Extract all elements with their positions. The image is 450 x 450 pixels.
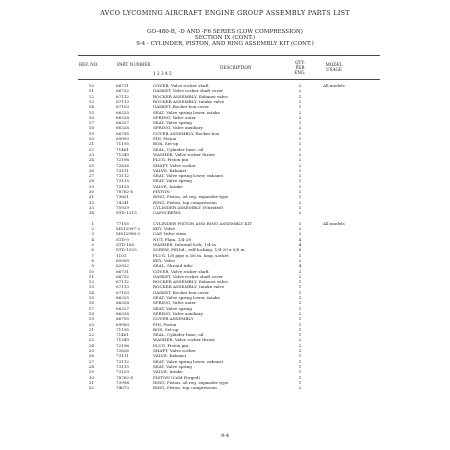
- part-number: 69950: [116, 321, 130, 327]
- quantity-per-engine: 2: [298, 199, 302, 205]
- ref-number: 30: [88, 189, 94, 194]
- ref-number: 12: [88, 93, 94, 99]
- part-number: 62922: [116, 263, 130, 269]
- ref-number: 25: [88, 162, 94, 168]
- ref-number: 28: [88, 178, 94, 184]
- ref-number: 11: [88, 273, 94, 279]
- part-number: 73129: [116, 183, 130, 189]
- quantity-per-engine: 2: [298, 157, 302, 163]
- ref-number: 25: [88, 348, 94, 353]
- part-number: 60009: [116, 257, 130, 263]
- quantity-per-engine: 1: [298, 104, 302, 110]
- series-heading: GO-480-B, -D AND -F6 SERIES (LOW COMPRESSION): [147, 29, 303, 35]
- part-description: SEAT, Valve spring: [153, 363, 192, 369]
- ref-number: 2: [91, 226, 94, 232]
- part-description: COVER, Valve rocker shaft: [153, 83, 209, 88]
- quantity-per-engine: 1: [298, 136, 302, 141]
- part-description: ROCKER ASSEMBLY, Intake valve: [153, 98, 225, 104]
- part-description: WASHER, Valve rocker thrust: [153, 337, 215, 343]
- ref-number: 31: [88, 379, 94, 385]
- quantity-per-engine: 1: [298, 316, 302, 322]
- part-description: NUT, Plain, 1/4-28: [153, 236, 191, 242]
- quantity-per-engine: 2: [298, 337, 302, 343]
- part-description: SCREW, Fill.hd., self-locking, 1/4-20 x 5/8 in.: [153, 247, 246, 253]
- part-number: MS12998-3: [116, 231, 141, 237]
- part-description: VALVE, Intake: [153, 183, 183, 189]
- part-number: 66325: [116, 109, 130, 115]
- quantity-per-engine: 4: [298, 236, 302, 242]
- part-number: 71461: [116, 146, 130, 152]
- part-number: 71461: [116, 332, 130, 338]
- ref-number: 22: [88, 332, 94, 338]
- part-description: RING, Piston, oil reg. expander type: [153, 379, 229, 385]
- part-description: SPRING, Valve auxiliary: [153, 125, 203, 131]
- part-number: 73111: [116, 353, 130, 359]
- part-number: 67103: [116, 289, 130, 295]
- quantity-per-engine: 1: [298, 93, 302, 99]
- part-number: 67103: [116, 104, 130, 110]
- part-description: COVER, Valve rocker shaft: [153, 268, 209, 274]
- quantity-per-engine: 1: [298, 379, 302, 385]
- ref-number: 13: [88, 284, 94, 290]
- part-number: 66795: [116, 316, 130, 322]
- quantity-per-engine: 1: [298, 321, 302, 327]
- quantity-per-engine: 1: [298, 358, 302, 364]
- ref-number: 32: [88, 385, 94, 391]
- quantity-per-engine: 1: [298, 374, 302, 380]
- quantity-per-engine: 1: [298, 284, 302, 290]
- part-number: 73129: [116, 369, 130, 375]
- quantity-per-engine: 1: [298, 204, 302, 210]
- ref-number: 6: [91, 247, 94, 253]
- part-description: RING, Piston, top compression: [153, 199, 217, 205]
- part-description: SEAT, Valve spring: [153, 305, 192, 311]
- quantity-per-engine: 2: [298, 385, 302, 391]
- ref-number: 21: [88, 141, 94, 147]
- ref-number: 12: [88, 279, 94, 285]
- header-top-rule: [78, 55, 380, 56]
- part-description: SHAFT, Valve rocker: [153, 162, 196, 168]
- ref-number: 31: [88, 194, 94, 200]
- part-number: 73998: [116, 379, 130, 385]
- part-description: SEAT, Valve spring lower, exhaust: [153, 173, 224, 179]
- part-description: SEAL, Shroud tube: [153, 263, 193, 269]
- part-number: 72626: [116, 162, 130, 168]
- ref-number: 23: [88, 151, 94, 157]
- quantity-per-engine: 1: [298, 220, 302, 226]
- ref-number: 13: [88, 98, 94, 104]
- quantity-per-engine: 1: [298, 120, 302, 126]
- part-description: SEAL, Cylinder base, oil: [153, 332, 204, 338]
- part-description: GASKET, Valve rocker shaft cover: [153, 88, 224, 94]
- ref-number: 16: [88, 114, 94, 120]
- ref-number: 26: [88, 167, 94, 173]
- part-description: SEAT, Valve spring: [153, 120, 192, 126]
- part-description: CYLINDER PISTON AND RING ASSEMBLY KIT: [153, 220, 253, 226]
- col-header-ref: REF. NO.: [79, 62, 99, 67]
- quantity-per-engine: 1: [298, 98, 302, 104]
- quantity-per-engine: 1: [298, 369, 302, 375]
- quantity-per-engine: 2: [298, 88, 302, 94]
- part-description: SPRING, Valve outer: [153, 114, 197, 120]
- part-description: WASHER, Internal lock, 1/4 in.: [153, 242, 218, 247]
- part-number: 66795: [116, 130, 130, 136]
- ref-number: 19: [88, 316, 94, 322]
- quantity-per-engine: 1: [298, 305, 302, 311]
- quantity-per-engine: 1: [298, 173, 302, 179]
- part-number: 66731: [116, 83, 130, 88]
- ref-number: 18: [88, 125, 94, 131]
- part-description: BOX, Set-up: [153, 141, 179, 147]
- part-description: SEAT, Valve spring lower, exhaust: [153, 358, 224, 364]
- part-description: SHAFT, Valve rocker: [153, 348, 196, 353]
- quantity-per-engine: 2: [298, 300, 302, 306]
- part-number: 66327: [116, 305, 130, 311]
- ref-number: 1: [91, 220, 94, 226]
- part-number: 72196: [116, 342, 130, 348]
- part-description: SEAT, Valve spring lower, intake: [153, 109, 220, 115]
- part-description: COVER ASSEMBLY, Rocker box: [153, 130, 220, 136]
- part-number: 72626: [116, 348, 130, 353]
- part-number: 73115: [116, 363, 130, 369]
- part-number: 66732: [116, 273, 130, 279]
- part-description: KEY, Valve: [153, 226, 175, 232]
- part-number: STD-9: [116, 236, 129, 242]
- part-description: ROCKER ASSEMBLY, Intake valve: [153, 284, 225, 290]
- part-number: 75929: [116, 204, 130, 210]
- quantity-per-engine: 1: [298, 178, 302, 184]
- col-header-level: 1 2 3 4 5: [153, 71, 172, 76]
- quantity-per-engine: 2: [298, 226, 302, 232]
- col-header-part: PART NUMBER: [117, 62, 151, 67]
- part-description: PIN, Piston: [153, 136, 177, 141]
- quantity-per-engine: 2: [298, 273, 302, 279]
- quantity-per-engine: 1: [298, 141, 302, 147]
- quantity-per-engine: 2: [298, 114, 302, 120]
- part-number: 78762-S: [116, 374, 134, 380]
- ref-number: 19: [88, 130, 94, 136]
- part-description: PISTON (Cold Forged): [153, 374, 200, 380]
- part-number: 67112: [116, 279, 130, 285]
- part-number: 71549: [116, 337, 130, 343]
- part-number: 66732: [116, 88, 130, 94]
- quantity-per-engine: 2: [298, 109, 302, 115]
- kit-subtitle: 9-4 - CYLINDER, PISTON, AND RING ASSEMBLY KIT (CONT.): [136, 41, 314, 47]
- quantity-per-engine: 2: [298, 210, 302, 216]
- part-description: SPRING, Valve outer: [153, 300, 197, 306]
- part-number: STD-160: [116, 242, 135, 247]
- ref-number: 32: [88, 199, 94, 205]
- part-description: COVER ASSEMBLY: [153, 316, 194, 322]
- part-number: 73601: [116, 194, 130, 200]
- part-number: 66325: [116, 295, 130, 300]
- quantity-per-engine: 2: [298, 310, 302, 316]
- part-description: SEAL, Cylinder base, oil: [153, 146, 204, 152]
- part-number: 67112: [116, 93, 130, 99]
- part-number: 66731: [116, 268, 130, 274]
- ref-number: 28: [88, 363, 94, 369]
- part-number: 1101: [116, 252, 127, 258]
- quantity-per-engine: 1: [298, 183, 302, 189]
- part-number: 66328: [116, 114, 130, 120]
- quantity-per-engine: 2: [298, 125, 302, 131]
- part-number: 67113: [116, 284, 130, 290]
- quantity-per-engine: 1: [298, 194, 302, 200]
- ref-number: 20: [88, 321, 94, 327]
- part-description: SEAT, Valve spring: [153, 178, 192, 184]
- quantity-per-engine: 2: [298, 257, 302, 263]
- quantity-per-engine: 1: [298, 353, 302, 359]
- ref-number: 14: [88, 104, 94, 110]
- part-description: RING, Piston, oil reg. expander type: [153, 194, 229, 200]
- table-row: [0, 385, 450, 390]
- ref-number: 3: [91, 231, 94, 237]
- ref-number: 21: [88, 326, 94, 332]
- part-description: KEY, Valve: [153, 257, 175, 263]
- part-number: 66327: [116, 120, 130, 126]
- ref-number: 4: [91, 236, 94, 242]
- ref-number: 34: [88, 210, 94, 216]
- quantity-per-engine: 2: [298, 151, 302, 157]
- part-description: PISTON: [153, 189, 170, 194]
- quantity-per-engine: 2: [298, 348, 302, 353]
- part-number: 66328: [116, 300, 130, 306]
- quantity-per-engine: 2: [298, 231, 302, 237]
- ref-number: 8: [91, 257, 94, 263]
- ref-number: 33: [88, 204, 94, 210]
- part-number: 74241: [116, 199, 130, 205]
- ref-number: 24: [88, 342, 94, 348]
- part-number: 71195: [116, 141, 130, 147]
- quantity-per-engine: 4: [298, 242, 302, 247]
- ref-number: 23: [88, 337, 94, 343]
- part-description: GASKET, Rocker box cover: [153, 104, 209, 110]
- quantity-per-engine: 1: [298, 189, 302, 194]
- header-bottom-rule: [78, 79, 380, 80]
- part-description: CYLINDER ASSEMBLY (Nitrided): [153, 204, 224, 210]
- quantity-per-engine: 2: [298, 268, 302, 274]
- part-number: 77105: [116, 220, 130, 226]
- part-number: 78762-S: [116, 189, 134, 194]
- ref-number: 26: [88, 353, 94, 359]
- ref-number: 24: [88, 157, 94, 163]
- part-number: STD-1925: [116, 247, 137, 253]
- part-description: PLUG, 1/8 pipe x 3/8 in. long, socket: [153, 252, 229, 258]
- quantity-per-engine: 1: [298, 295, 302, 300]
- model-usage: All models: [323, 220, 345, 226]
- quantity-per-engine: 1: [298, 252, 302, 258]
- ref-number: 20: [88, 136, 94, 141]
- part-description: PLUG, Piston pin: [153, 342, 189, 348]
- part-description: ROCKER ASSEMBLY, Exhaust valve: [153, 279, 228, 285]
- part-description: GASKET, Rocker box cover: [153, 289, 209, 295]
- part-number: 67113: [116, 98, 130, 104]
- quantity-per-engine: 4: [298, 263, 302, 269]
- ref-number: 27: [88, 173, 94, 179]
- model-usage: All models: [323, 83, 345, 88]
- part-description: BOX, Set-up: [153, 326, 179, 332]
- ref-number: 27: [88, 358, 94, 364]
- part-description: VALVE, Exhaust: [153, 353, 187, 359]
- part-number: 73111: [116, 167, 130, 173]
- document-title: AVCO LYCOMING AIRCRAFT ENGINE GROUP ASSEMBLY PARTS LIST: [100, 9, 350, 17]
- part-number: 72196: [116, 157, 130, 163]
- ref-number: 30: [88, 374, 94, 380]
- quantity-per-engine: 1: [298, 363, 302, 369]
- col-header-qty: QTY. PER ENG.: [294, 60, 306, 75]
- col-header-model: MODEL USAGE: [325, 62, 343, 72]
- col-header-description: DESCRIPTION: [220, 65, 252, 70]
- ref-number: 14: [88, 289, 94, 295]
- ref-number: 29: [88, 183, 94, 189]
- ref-number: 5: [91, 242, 94, 247]
- ref-number: 15: [88, 109, 94, 115]
- quantity-per-engine: 1: [298, 326, 302, 332]
- ref-number: 16: [88, 300, 94, 306]
- quantity-per-engine: 2: [298, 83, 302, 88]
- page-number: 9-4: [220, 433, 230, 439]
- ref-number: 9: [91, 263, 94, 269]
- part-description: PIN, Piston: [153, 321, 177, 327]
- quantity-per-engine: 2: [298, 162, 302, 168]
- quantity-per-engine: 1: [298, 332, 302, 338]
- part-number: MS12997-3: [116, 226, 141, 232]
- quantity-per-engine: 1: [298, 289, 302, 295]
- part-number: 73115: [116, 178, 130, 184]
- ref-number: 18: [88, 310, 94, 316]
- quantity-per-engine: 2: [298, 342, 302, 348]
- part-description: RING, Piston, top compression: [153, 385, 217, 391]
- part-number: 66328: [116, 125, 130, 131]
- quantity-per-engine: 8: [298, 247, 302, 253]
- part-number: 71195: [116, 326, 130, 332]
- part-description: SEAT, Valve spring lower, intake: [153, 295, 220, 300]
- ref-number: 10: [88, 83, 94, 88]
- part-number: 71549: [116, 151, 130, 157]
- quantity-per-engine: 1: [298, 279, 302, 285]
- part-description: VALVE, Exhaust: [153, 167, 187, 173]
- quantity-per-engine: 1: [298, 146, 302, 152]
- part-description: VALVE, Intake: [153, 369, 183, 375]
- part-description: GASKET, Valve rocker shaft cover: [153, 273, 224, 279]
- ref-number: 15: [88, 295, 94, 300]
- ref-number: 17: [88, 305, 94, 311]
- part-number: STD-1215: [116, 210, 137, 216]
- part-number: 66328: [116, 310, 130, 316]
- section-heading: SECTION IX (CONT.): [194, 35, 256, 41]
- ref-number: 10: [88, 268, 94, 274]
- ref-number: 29: [88, 369, 94, 375]
- part-number: 73112: [116, 173, 130, 179]
- part-number: 73112: [116, 358, 130, 364]
- ref-number: 22: [88, 146, 94, 152]
- ref-number: 11: [88, 88, 94, 94]
- ref-number: 17: [88, 120, 94, 126]
- part-description: CAPSCREWS: [153, 210, 181, 216]
- part-description: CAP, Valve stem: [153, 231, 187, 237]
- part-description: ROCKER ASSEMBLY, Exhaust valve: [153, 93, 228, 99]
- quantity-per-engine: 1: [298, 167, 302, 173]
- ref-number: 7: [91, 252, 94, 258]
- part-description: SPRING, Valve auxiliary: [153, 310, 203, 316]
- part-number: 69950: [116, 136, 130, 141]
- quantity-per-engine: 1: [298, 130, 302, 136]
- part-description: PLUG, Piston pin: [153, 157, 189, 163]
- part-description: WASHER, Valve rocker thrust: [153, 151, 215, 157]
- part-number: 74673: [116, 385, 130, 391]
